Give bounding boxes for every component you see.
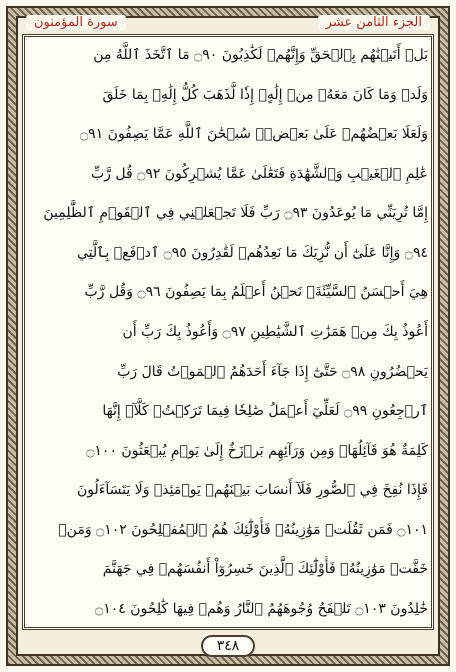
text-line-4: عَٰلِمِ ٱلۡغَيۡبِ وَٱلشَّهَٰدَةِ فَتَعَٰلَىٰ عَمَّا يُشۡرِكُونَ ۝٩٢ قُل رَّبِّ (90, 165, 428, 182)
text-line-11: كَلِمَةٌ هُوَ قَآئِلُهَاۖ وَمِن وَرَآئِهِم بَرۡزَخٌ إِلَىٰ يَوۡمِ يُبۡعَثُونَ ۝١٠٠ (86, 442, 428, 459)
text-line-12: فَإِذَا نُفِخَ فِي ٱلصُّورِ فَلَآ أَنسَابَ بَيۡنَهُمۡ يَوۡمَئِذٖ وَلَا يَتَسَآءَلُونَ (77, 482, 428, 499)
surah-title: سورة المؤمنون (26, 15, 126, 30)
text-line-5: إِمَّا تُرِيَنِّي مَا يُوعَدُونَ ۝٩٣ رَبِّ فَلَا تَجۡعَلۡنِي فِي ٱلۡقَوۡمِ ٱلظَّٰلِمِينَ (43, 205, 428, 222)
text-line-9: يَحۡضُرُونِ ۝٩٨ حَتَّىٰٓ إِذَا جَآءَ أَحَدَهُمُ ٱلۡمَوۡتُ قَالَ رَبِّ (117, 363, 428, 380)
text-line-7: هِيَ أَحۡسَنُ ٱلسَّيِّئَةَۚ نَحۡنُ أَعۡلَمُ بِمَا يَصِفُونَ ۝٩٦ وَقُل رَّبِّ (84, 284, 428, 301)
page-number: ٣٤٨ (201, 635, 256, 657)
text-line-2: وَلَدٖ وَمَا كَانَ مَعَهُۥ مِنۡ إِلَٰهٍۚ إِذٗا لَّذَهَبَ كُلُّ إِلَٰهِۭ بِمَا خَلَقَ (102, 86, 428, 103)
text-line-1: بَلۡ أَتَيۡنَٰهُم بِٱلۡحَقِّ وَإِنَّهُمۡ لَكَٰذِبُونَ ۝٩٠ مَا ٱتَّخَذَ ٱللَّهُ مِن (93, 47, 428, 63)
text-line-13: ۝١٠١ فَمَن ثَقُلَتۡ مَوَٰزِينُهُۥ فَأُوْلَٰٓئِكَ هُمُ ٱلۡمُفۡلِحُونَ ۝١٠٢ وَمَنۡ (58, 521, 428, 538)
text-line-14: خَفَّتۡ مَوَٰزِينُهُۥ فَأُوْلَٰٓئِكَ ٱلَّذِينَ خَسِرُوٓاْ أَنفُسَهُمۡ فِي جَهَنَّمَ (102, 561, 428, 578)
page-footer (0, 634, 456, 658)
text-line-10: ٱرۡجِعُونِ ۝٩٩ لَعَلِّيٓ أَعۡمَلُ صَٰلِحٗا فِيمَا تَرَكۡتُۚ كَلَّآۚ إِنَّهَا (102, 403, 428, 420)
text-line-15: خَٰلِدُونَ ۝١٠٣ تَلۡفَحُ وُجُوهَهُمُ ٱلنَّارُ وَهُمۡ فِيهَا كَٰلِحُونَ ۝١٠٤ (95, 600, 428, 617)
text-line-8: أَعُوذُ بِكَ مِنۡ هَمَزَٰتِ ٱلشَّيَٰطِينِ ۝٩٧ وَأَعُوذُ بِكَ رَبِّ أَن (122, 323, 428, 340)
text-line-6: ۝٩٤ وَإِنَّا عَلَىٰٓ أَن نُّرِيَكَ مَا نَعِدُهُمۡ لَقَٰدِرُونَ ۝٩٥ ٱدۡفَعۡ بِٱلَّتِي (77, 244, 428, 261)
page-header (26, 10, 430, 34)
text-line-3: وَلَعَلَا بَعۡضُهُمۡ عَلَىٰ بَعۡضٖۚ سُبۡحَٰنَ ٱللَّهِ عَمَّا يَصِفُونَ ۝٩١ (79, 126, 428, 143)
juz-title: الجزء الثامن عشر (318, 15, 430, 30)
verse-lines (28, 42, 428, 622)
